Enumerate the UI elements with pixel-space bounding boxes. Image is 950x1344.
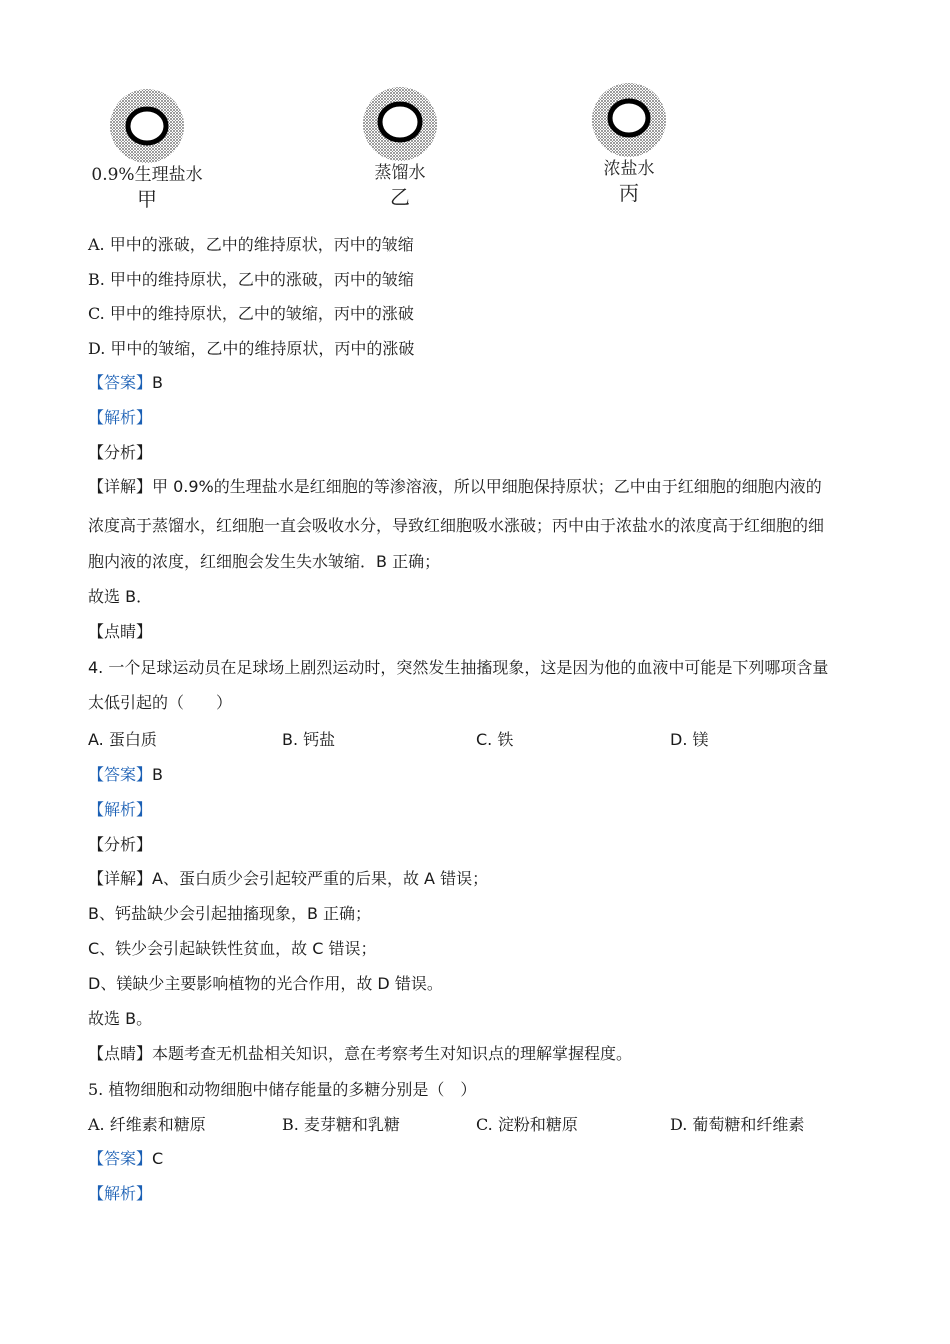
red-cell-burst-icon	[360, 86, 440, 162]
q5-option-c: C. 淀粉和糖原	[476, 1115, 578, 1134]
q3-conclusion: 故选 B．	[88, 587, 153, 606]
q5-option-a: A. 纤维素和糖原	[88, 1115, 206, 1134]
q4-detail-line-3: C、铁少会引起缺铁性贫血，故 C 错误；	[88, 939, 377, 958]
red-cell-shrunk-icon	[589, 82, 669, 158]
q3-option-b: B. 甲中的维持原状，乙中的涨破，丙中的皱缩	[88, 270, 414, 289]
q4-detail-line-4: D、镁缺少主要影响植物的光合作用，故 D 错误。	[88, 974, 443, 993]
label-bing: 丙	[619, 181, 639, 205]
answer-value: B	[152, 765, 163, 784]
q5-option-d: D. 葡萄糖和纤维素	[670, 1115, 805, 1134]
q4-answer	[88, 763, 878, 787]
answer-value: C	[152, 1149, 164, 1168]
answer-tag: 【答案】	[88, 765, 153, 784]
cell-figure	[0, 80, 950, 220]
q3-option-d: D. 甲中的皱缩，乙中的维持原状，丙中的涨破	[88, 339, 415, 358]
answer-value: B	[152, 373, 163, 392]
caption-jia: 0.9%生理盐水	[91, 165, 203, 185]
q4-fenxi: 【分析】	[88, 835, 153, 854]
q3-detail-line-2: 浓度高于蒸馏水，红细胞一直会吸收水分，导致红细胞吸水涨破；丙中由于浓盐水的浓度高于红细胞的细	[88, 516, 825, 535]
q4-conclusion: 故选 B。	[88, 1009, 153, 1028]
q4-stem-line-1: 4. 一个足球运动员在足球场上剧烈运动时，突然发生抽搐现象，这是因为他的血液中可能是下列哪项含量	[88, 658, 829, 677]
answer-tag: 【答案】	[88, 373, 153, 392]
q3-analysis-tag: 【解析】	[88, 408, 153, 427]
q3-fenxi: 【分析】	[88, 443, 153, 462]
q3-answer	[88, 371, 878, 395]
cell-jia	[82, 88, 212, 212]
label-yi: 乙	[390, 185, 410, 209]
q5-analysis-tag: 【解析】	[88, 1184, 153, 1203]
q4-detail-line-1: 【详解】A、蛋白质少会引起较严重的后果，故 A 错误；	[88, 869, 489, 888]
q3-option-a: A. 甲中的涨破，乙中的维持原状，丙中的皱缩	[88, 235, 414, 254]
q4-dianjing: 【点睛】本题考查无机盐相关知识，意在考察考生对知识点的理解掌握程度。	[88, 1044, 633, 1063]
q3-option-c: C. 甲中的维持原状，乙中的皱缩，丙中的涨破	[88, 304, 414, 323]
q4-option-d: D. 镁	[670, 730, 709, 749]
q4-option-a: A. 蛋白质	[88, 730, 157, 749]
q4-stem-line-2: 太低引起的（ ）	[88, 693, 233, 712]
q5-answer	[88, 1147, 878, 1171]
q3-detail-line-3: 胞内液的浓度，红细胞会发生失水皱缩．B 正确；	[88, 552, 441, 571]
red-cell-normal-icon	[107, 88, 187, 164]
caption-bing: 浓盐水	[603, 159, 655, 179]
q4-option-c: C. 铁	[476, 730, 514, 749]
q3-dianjing: 【点睛】	[88, 622, 153, 641]
cell-yi	[345, 86, 455, 210]
label-jia: 甲	[137, 187, 157, 211]
caption-yi: 蒸馏水	[374, 163, 426, 183]
q4-option-b: B. 钙盐	[282, 730, 336, 749]
q3-detail-line-1: 【详解】甲 0.9%的生理盐水是红细胞的等渗溶液，所以甲细胞保持原状；乙中由于红细胞的细胞内液的	[88, 477, 822, 496]
q5-stem: 5. 植物细胞和动物细胞中储存能量的多糖分别是（ ）	[88, 1080, 477, 1099]
answer-tag: 【答案】	[88, 1149, 153, 1168]
q4-detail-line-2: B、钙盐缺少会引起抽搐现象，B 正确；	[88, 904, 372, 923]
cell-bing	[574, 82, 684, 206]
q5-option-b: B. 麦芽糖和乳糖	[282, 1115, 400, 1134]
q4-analysis-tag: 【解析】	[88, 800, 153, 819]
